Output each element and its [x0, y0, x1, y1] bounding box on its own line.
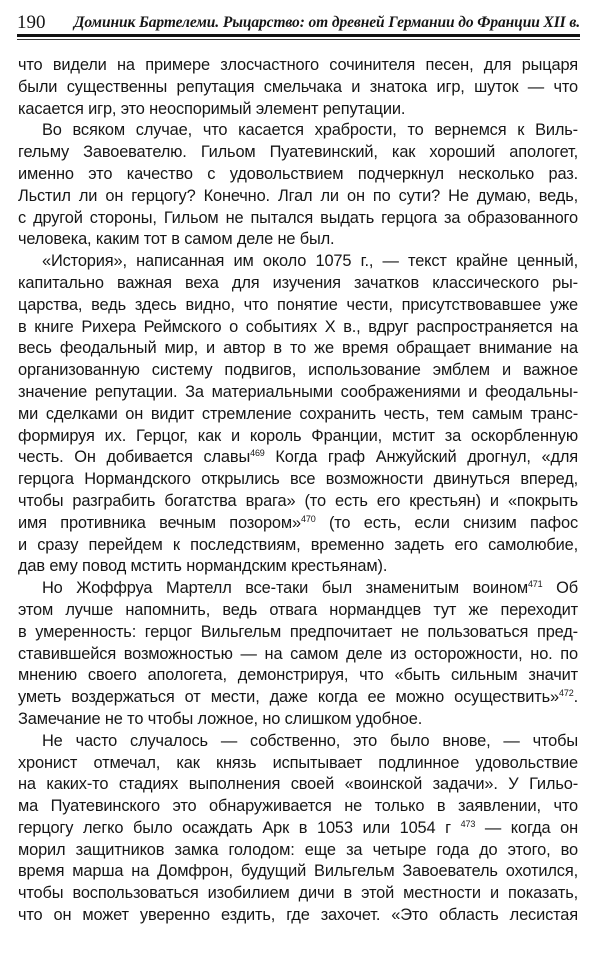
text-line: [18, 491, 578, 513]
text-line: [18, 883, 578, 905]
footnote-ref: 471: [527, 579, 543, 590]
text-segment: чтобы воспользоваться изобилием дичи в этой местности и показать,: [18, 884, 578, 903]
text-line: [18, 295, 578, 317]
text-line: [18, 229, 578, 251]
text-line: [18, 164, 578, 186]
text-line: [18, 55, 578, 77]
text-line: [18, 273, 578, 295]
paragraph: [18, 55, 578, 120]
text-line: [18, 796, 578, 818]
text-segment: чтобы разграбить богатства врага» (то есть его крестьян) и «покрыть: [18, 491, 578, 510]
text-line: [18, 644, 578, 666]
text-segment: были существенны репутация смельчака и знатока игр, шуток — что: [18, 77, 578, 96]
text-segment: в книге Рихера Реймского о событиях X в., вдруг распространяется на: [18, 317, 578, 336]
text-segment: герцога Нормандского открылись все возможности двинуться вперед,: [18, 470, 578, 489]
text-segment: что он может уверенно ездить, где захочет. «Это область лесистая: [18, 906, 578, 925]
text-line: [18, 665, 578, 687]
text-line: [18, 404, 578, 426]
text-line: [18, 469, 578, 491]
text-segment: что видели на примере злосчастного сочинителя песен, для рыцаря: [18, 56, 578, 74]
text-line: [18, 600, 578, 622]
text-segment: (то есть, если снизим пафос: [315, 513, 578, 532]
text-segment: .: [573, 688, 578, 707]
text-segment: Но Жоффруа Мартелл все-таки был знаменитым воином: [42, 579, 528, 598]
text-segment: весь феодальный мир, и автор в то же время обращает внимание на: [18, 339, 578, 358]
text-segment: ми сделками он видит стремление сохранить честь, тем самым транс-: [18, 404, 578, 423]
text-segment: ма Пуатевинского это обнаруживается не только в заявлении, что: [18, 797, 578, 816]
paragraph: [18, 578, 578, 731]
text-segment: ставившейся возможностью — на самом деле из осторожности, но. по: [18, 644, 578, 663]
footnote-ref: 473: [460, 818, 476, 829]
text-segment: на каких-то стадиях выполнения своей «воинской задачи». У Гильо-: [18, 775, 578, 794]
text-line: [18, 208, 578, 230]
text-line: [18, 382, 578, 404]
text-line: [18, 77, 578, 99]
text-segment: с другой стороны, Гильом не пытался выдать герцога за образованного: [18, 208, 578, 227]
text-line: [18, 317, 578, 339]
text-line: [18, 142, 578, 164]
text-line: [18, 731, 578, 753]
running-title: Доминик Бартелеми. Рыцарство: от древней Германии до Франции XII в.: [73, 14, 580, 31]
text-line: [18, 251, 578, 273]
text-line: [18, 556, 578, 578]
text-segment: в умеренность: герцог Вильгельм предпочитает не пользоваться пред-: [18, 622, 578, 641]
text-segment: мнению своего апологета, демонстрируя, что «быть сильным значит: [18, 666, 578, 685]
text-segment: именно это качество с удовольствием подчеркнул несколько раз.: [18, 164, 578, 183]
text-segment: капитально важная веха для изучения зачатков классического ры-: [18, 273, 578, 292]
text-line: [18, 709, 578, 731]
text-segment: формируя их. Герцог, как и король Франции, мстит за оскорбленную: [18, 426, 578, 445]
text-line: [18, 774, 578, 796]
text-segment: — когда он: [475, 818, 578, 837]
text-line: [18, 426, 578, 448]
text-segment: Когда граф Анжуйский дрогнул, «для: [264, 448, 578, 467]
text-segment: Во всяком случае, что касается храбрости, то вернемся к Виль-: [42, 121, 578, 140]
text-segment: Замечание не то чтобы ложное, но слишком удобное.: [18, 709, 423, 728]
footnote-ref: 470: [300, 513, 316, 524]
text-line: [18, 338, 578, 360]
text-line: [18, 535, 578, 557]
text-line: [18, 622, 578, 644]
text-line: [18, 447, 578, 469]
page-number: 190: [17, 12, 46, 33]
text-segment: царства, ведь здесь видно, что понятие чести, присутствовавшее уже: [18, 295, 578, 314]
text-line: [18, 578, 578, 600]
text-segment: Льстил ли он герцогу? Конечно. Лгал ли он по сути? Не думаю, ведь,: [18, 186, 578, 205]
text-line: [18, 687, 578, 709]
header-rule-thick: [17, 34, 580, 37]
text-segment: морил защитников замка голодом: еще за четыре года до этого, во: [18, 840, 578, 859]
text-line: [18, 818, 578, 840]
text-segment: Об: [542, 579, 578, 598]
text-line: [18, 99, 578, 121]
text-segment: гельму Завоевателю. Гильом Пуатевинский, как хороший апологет,: [18, 143, 578, 162]
text-segment: «История», написанная им около 1075 г., — текст крайне ценный,: [42, 252, 578, 271]
text-segment: герцогу легко было осаждать Арк в 1053 или 1054 г: [18, 818, 461, 837]
text-segment: и сразу перейдем к последствиям, временно задеть его самолюбие,: [18, 535, 578, 554]
text-segment: Не часто случалось — собственно, это было внове, — чтобы: [42, 731, 578, 750]
text-segment: хронист отмечал, как князь испытывает подлинное удовольствие: [18, 753, 578, 772]
paragraph: [18, 251, 578, 578]
running-header: [17, 12, 580, 32]
body-text: [18, 55, 578, 927]
text-segment: человека, каким тот в самом деле не был.: [18, 230, 335, 249]
text-segment: значение репутации. За материальными соображениями и феодальны-: [18, 382, 578, 401]
footnote-ref: 469: [250, 448, 265, 459]
text-segment: дав ему повод мстить нормандским крестьянам).: [18, 557, 388, 576]
text-line: [18, 861, 578, 883]
text-line: [18, 905, 578, 927]
text-line: [18, 513, 578, 535]
text-segment: время марша на Домфрон, будущий Вильгельм Завоеватель охотился,: [18, 862, 578, 881]
text-segment: уметь воздержаться от мести, даже когда ее можно осуществить»: [18, 688, 560, 707]
text-line: [18, 360, 578, 382]
text-segment: имя противника вечным позором»: [18, 513, 301, 532]
text-line: [18, 120, 578, 142]
text-segment: честь. Он добивается славы: [18, 448, 251, 467]
text-line: [18, 753, 578, 775]
text-segment: касается игр, это неоспоримый элемент репутации.: [18, 99, 406, 118]
text-segment: организованную систему подвигов, использование эмблем и важное: [18, 361, 578, 380]
footnote-ref: 472: [559, 688, 574, 699]
text-line: [18, 840, 578, 862]
text-segment: этом лучше напомнить, ведь отвага нормандцев тут же переходит: [18, 600, 578, 619]
paragraph: [18, 731, 578, 927]
header-rule-thin: [17, 39, 580, 40]
paragraph: [18, 120, 578, 251]
text-line: [18, 186, 578, 208]
